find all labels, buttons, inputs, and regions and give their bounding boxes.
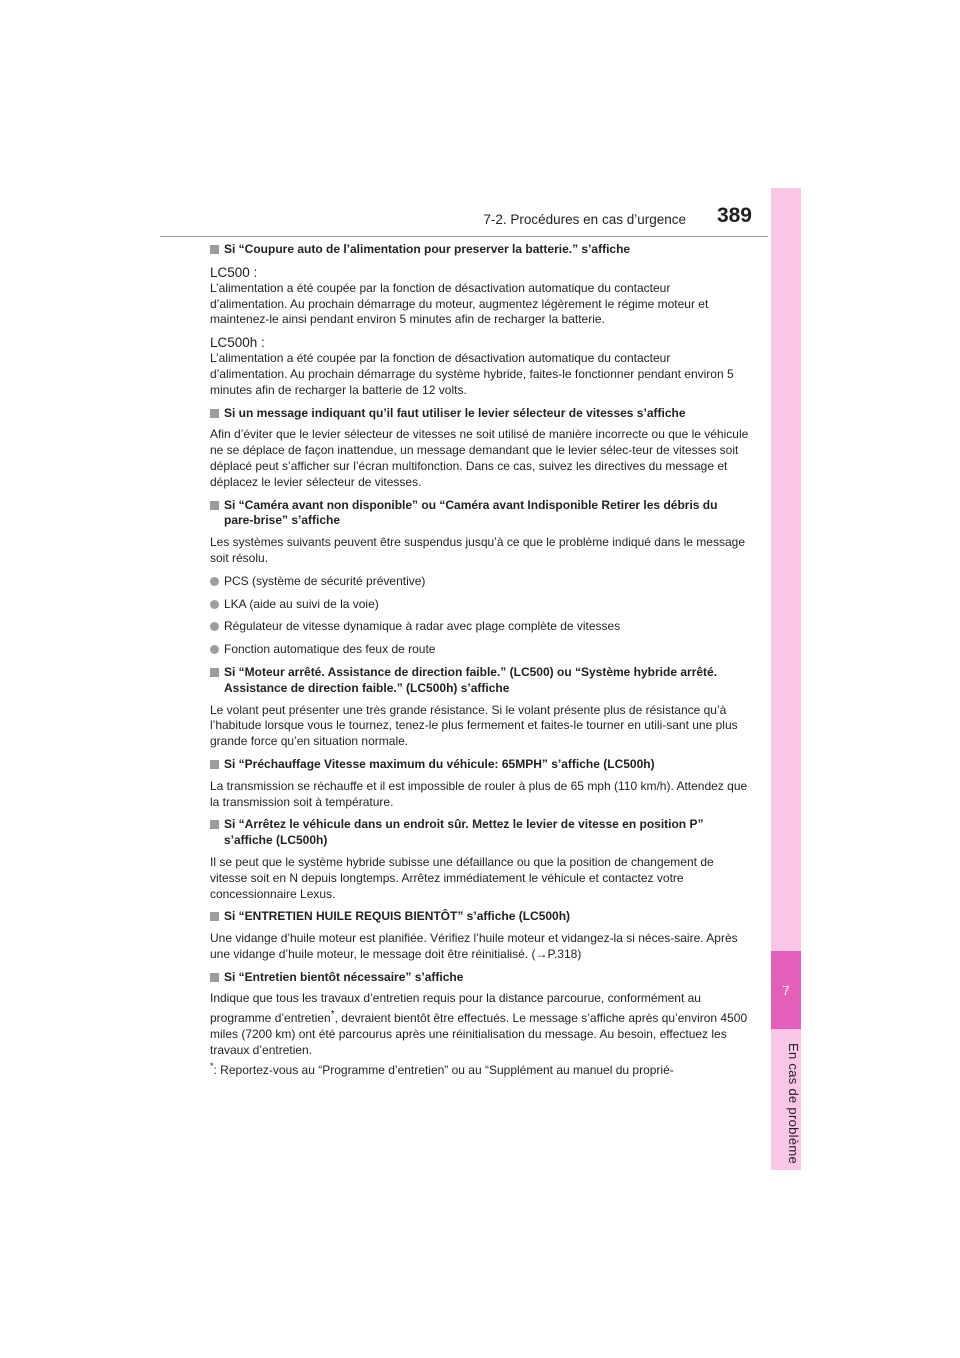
model-label: LC500 : [210, 264, 258, 280]
section-heading: Si un message indiquant qu’il faut utiliser le levier sélecteur de vitesses s’affiche [210, 406, 750, 422]
paragraph-text: , devraient bientôt être effectués. Le message s’affiche après qu’environ 4500 miles (7200 km) ont été parcourus après une réinitialisation du message. Au besoin, effectuez les travaux d’entretien. [210, 1011, 748, 1057]
model-label: LC500h : [210, 335, 265, 351]
paragraph: Une vidange d’huile moteur est planifiée. Vérifiez l’huile moteur et vidangez-la si néces-saire. Après une vidange d’huile moteur, le message doit être réinitialisé. (→P.318) [210, 931, 738, 961]
list-item: Fonction automatique des feux de route [210, 642, 750, 658]
footnote [210, 1060, 750, 1079]
paragraph: La transmission se réchauffe et il est impossible de rouler à plus de 65 mph (110 km/h). Attendez que la transmission soit à température. [210, 778, 748, 809]
paragraph: Il se peut que le système hybride subisse une défaillance ou que la position de changement de vitesse soit en N depuis longtemps. Arrêtez immédiatement le véhicule et contactez votre concessionnaire Lexus. [210, 854, 714, 901]
paragraph: L’alimentation a été coupée par la fonction de désactivation automatique du contacteur d’alimentation. Au prochain démarrage du système hybride, faites-le fonctionner pendant environ 5 minutes afin de recharger la batterie de 12 volts. [210, 351, 734, 397]
list-item: LKA (aide au suivi de la voie) [210, 597, 750, 613]
footnote-text: : Reportez-vous au “Programme d’entretien” ou au “Supplément au manuel du proprié- [213, 1062, 674, 1077]
chapter-number-box: 7 [771, 951, 801, 1029]
paragraph [210, 991, 750, 1058]
list-item: Régulateur de vitesse dynamique à radar avec plage complète de vitesses [210, 619, 750, 635]
footnote-marker: * [210, 1060, 214, 1071]
footnote-marker: * [330, 1009, 335, 1021]
list-item: PCS (système de sécurité préventive) [210, 574, 750, 590]
section-heading: Si “Arrêtez le véhicule dans un endroit sûr. Mettez le levier de vitesse en position P” s’affiche (LC500h) [210, 817, 750, 849]
section-heading: Si “Coupure auto de l’alimentation pour preserver la batterie.” s’affiche [210, 242, 750, 258]
paragraph: Afin d’éviter que le levier sélecteur de vitesses ne soit utilisé de manière incorrecte ou que le véhicule ne se déplace de façon inattendue, un message demandant que le levier sélec-teur de vitesses soit déplacé peut s’afficher sur l’écran multifonction. Dans ce cas, suivez les directives du message et déplacez le levier sélecteur de vitesses. [210, 427, 749, 489]
section-heading: Si “Caméra avant non disponible” ou “Caméra avant Indisponible Retirer les débris du pare-brise” s’affiche [210, 498, 750, 530]
paragraph: L’alimentation a été coupée par la fonction de désactivation automatique du contacteur d’alimentation. Au prochain démarrage du moteur, augmentez légèrement le régime moteur et maintenez-le ainsi pendant environ 5 minutes afin de recharger la batterie. [210, 280, 709, 327]
section-heading: Si “Moteur arrêté. Assistance de direction faible.” (LC500) ou “Système hybride arrêté. Assistance de direction faible.” (LC500h) s’affiche [210, 665, 750, 697]
section-title: 7-2. Procédures en cas d’urgence [483, 212, 686, 227]
page-content [210, 242, 750, 1078]
page-header [160, 196, 768, 237]
section-heading: Si “Préchauffage Vitesse maximum du véhicule: 65MPH” s’affiche (LC500h) [210, 757, 750, 773]
chapter-side-tab [771, 188, 801, 1170]
section-heading: Si “Entretien bientôt nécessaire” s’affiche [210, 970, 750, 986]
paragraph: Le volant peut présenter une très grande résistance. Si le volant présente plus de résistance qu’à l’habitude lorsque vous le tournez, tenez-le plus fermement et faites-le tourner en utili-sant une plus grande force qu’en situation normale. [210, 702, 738, 749]
chapter-title: En cas de problème [786, 1043, 801, 1165]
paragraph-text: Indique que tous les travaux d’entretien requis pour la distance parcourue, conformément au programme d’entretien [210, 991, 701, 1026]
section-heading: Si “ENTRETIEN HUILE REQUIS BIENTÔT” s’affiche (LC500h) [210, 909, 750, 925]
page-number: 389 [716, 204, 752, 227]
paragraph: Les systèmes suivants peuvent être suspendus jusqu’à ce que le problème indiqué dans le message soit résolu. [210, 535, 745, 565]
